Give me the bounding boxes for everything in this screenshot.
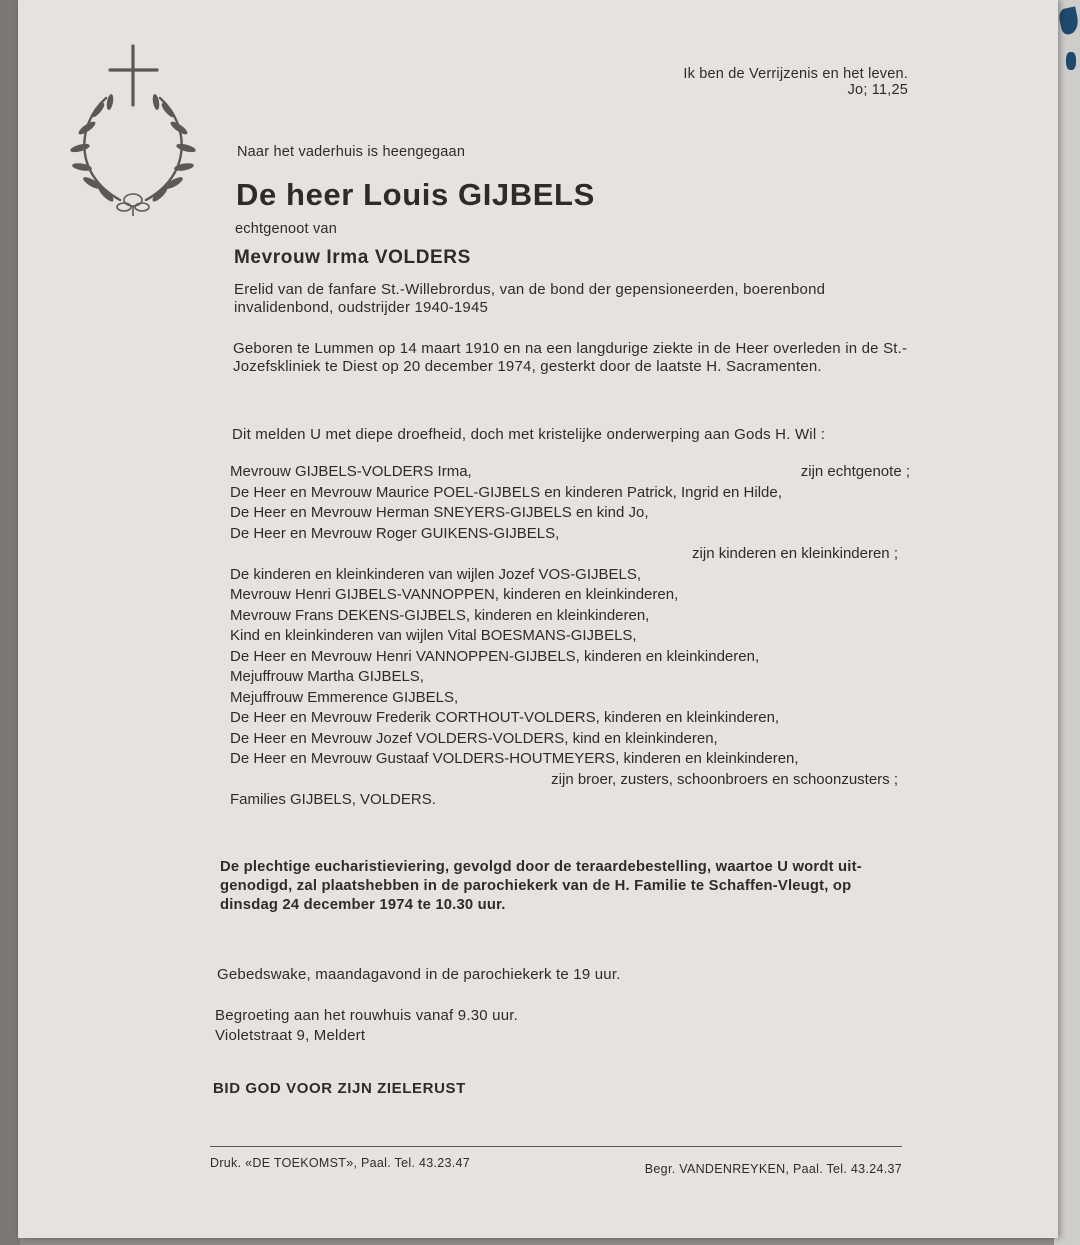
undertaker-credit: Begr. VANDENREYKEN, Paal. Tel. 43.24.37 — [644, 1162, 902, 1176]
list-item — [230, 544, 910, 565]
visitation-time: Begroeting aan het rouwhuis vanaf 9.30 uur. — [215, 1007, 518, 1024]
mourners-list — [230, 462, 910, 811]
mourner-name: Kind en kleinkinderen van wijlen Vital BOESMANS-GIJBELS, — [230, 627, 637, 644]
mourner-name: De Heer en Mevrouw Jozef VOLDERS-VOLDERS, kind en kleinkinderen, — [230, 729, 718, 747]
deceased-name: De heer Louis GIJBELS — [236, 177, 595, 212]
mourner-name: Mevrouw Henri GIJBELS-VANNOPPEN, kinderen en kleinkinderen, — [230, 586, 679, 603]
list-item — [230, 503, 910, 524]
spouse-label: echtgenoot van — [235, 221, 337, 237]
list-item — [230, 647, 910, 668]
list-item — [230, 708, 910, 729]
list-item — [230, 524, 910, 545]
list-item — [230, 749, 910, 770]
prayer-request: BID GOD VOOR ZIJN ZIELERUST — [213, 1080, 466, 1097]
announcement-line: Dit melden U met diepe droefheid, doch met kristelijke onderwerping aan Gods H. Wil : — [232, 426, 826, 443]
mourner-name: De Heer en Mevrouw Maurice POEL-GIJBELS en kinderen Patrick, Ingrid en Hilde, — [230, 483, 782, 501]
mourner-name: De Heer en Mevrouw Gustaaf VOLDERS-HOUTMEYERS, kinderen en kleinkinderen, — [230, 750, 799, 767]
death-notice-card — [18, 0, 1058, 1238]
list-item — [230, 585, 910, 606]
mourner-name: De Heer en Mevrouw Roger GUIKENS-GIJBELS, — [230, 524, 560, 542]
list-item — [230, 626, 910, 647]
printer-credit: Druk. «DE TOEKOMST», Paal. Tel. 43.23.47 — [210, 1156, 471, 1170]
footer-divider — [210, 1146, 902, 1147]
list-item — [230, 790, 910, 811]
list-item — [230, 606, 910, 627]
honorary-titles: Erelid van de fanfare St.-Willebrordus, van de bond der gepensioneerden, boerenbond invalidenbond, oudstrijder 1940-1945 — [234, 281, 826, 316]
quote-reference: Jo; 11,25 — [847, 82, 908, 98]
relationship-note: zijn kinderen en kleinkinderen ; — [692, 545, 898, 562]
prayer-wake-details: Gebedswake, maandagavond in de parochiekerk te 19 uur. — [217, 966, 621, 983]
list-item — [230, 462, 910, 483]
spouse-name: Mevrouw Irma VOLDERS — [234, 247, 471, 268]
cross-wreath-icon — [58, 40, 208, 220]
visitation-address: Violetstraat 9, Meldert — [215, 1027, 366, 1044]
mourner-name: De Heer en Mevrouw Frederik CORTHOUT-VOLDERS, kinderen en kleinkinderen, — [230, 709, 780, 726]
list-item — [230, 565, 910, 586]
mourner-name: De Heer en Mevrouw Henri VANNOPPEN-GIJBELS, kinderen en kleinkinderen, — [230, 647, 760, 665]
list-item — [230, 667, 910, 688]
list-item — [230, 483, 910, 504]
intro-line: Naar het vaderhuis is heengegaan — [237, 144, 466, 160]
mourner-name: De Heer en Mevrouw Herman SNEYERS-GIJBELS en kind Jo, — [230, 504, 649, 521]
mourner-name: Mevrouw Frans DEKENS-GIJBELS, kinderen en kleinkinderen, — [230, 606, 650, 624]
list-item — [230, 729, 910, 750]
relationship-note: zijn echtgenote ; — [800, 463, 910, 480]
mourner-name: Families GIJBELS, VOLDERS. — [230, 791, 436, 808]
list-item — [230, 770, 910, 791]
relationship-note: zijn broer, zusters, schoonbroers en schoonzusters ; — [551, 770, 898, 788]
visitation-details — [215, 1006, 518, 1046]
birth-death-details: Geboren te Lummen op 14 maart 1910 en na een langdurige ziekte in de Heer overleden in de St.-Jozefskliniek te Diest op 20 december 1974, gesterkt door de laatste H. Sacramenten. — [233, 340, 908, 375]
funeral-service-details: De plechtige eucharistieviering, gevolgd door de teraardebestelling, waartoe U wordt uit-genodigd, zal plaatshebben in de parochiekerk van de H. Familie te Schaffen-Vleugt, op dinsdag 24 december 1974 te 10.30 uur. — [220, 859, 862, 913]
bible-quote — [683, 66, 908, 98]
mourner-name: Mejuffrouw Martha GIJBELS, — [230, 668, 424, 685]
quote-text: Ik ben de Verrijzenis en het leven. — [683, 66, 908, 82]
mourner-name: Mevrouw GIJBELS-VOLDERS Irma, — [230, 463, 472, 480]
mourner-name: Mejuffrouw Emmerence GIJBELS, — [230, 688, 459, 706]
mourner-name: De kinderen en kleinkinderen van wijlen Jozef VOS-GIJBELS, — [230, 565, 642, 583]
list-item — [230, 688, 910, 709]
table-background-left — [0, 0, 20, 1245]
blue-object-fragment — [1066, 52, 1076, 70]
